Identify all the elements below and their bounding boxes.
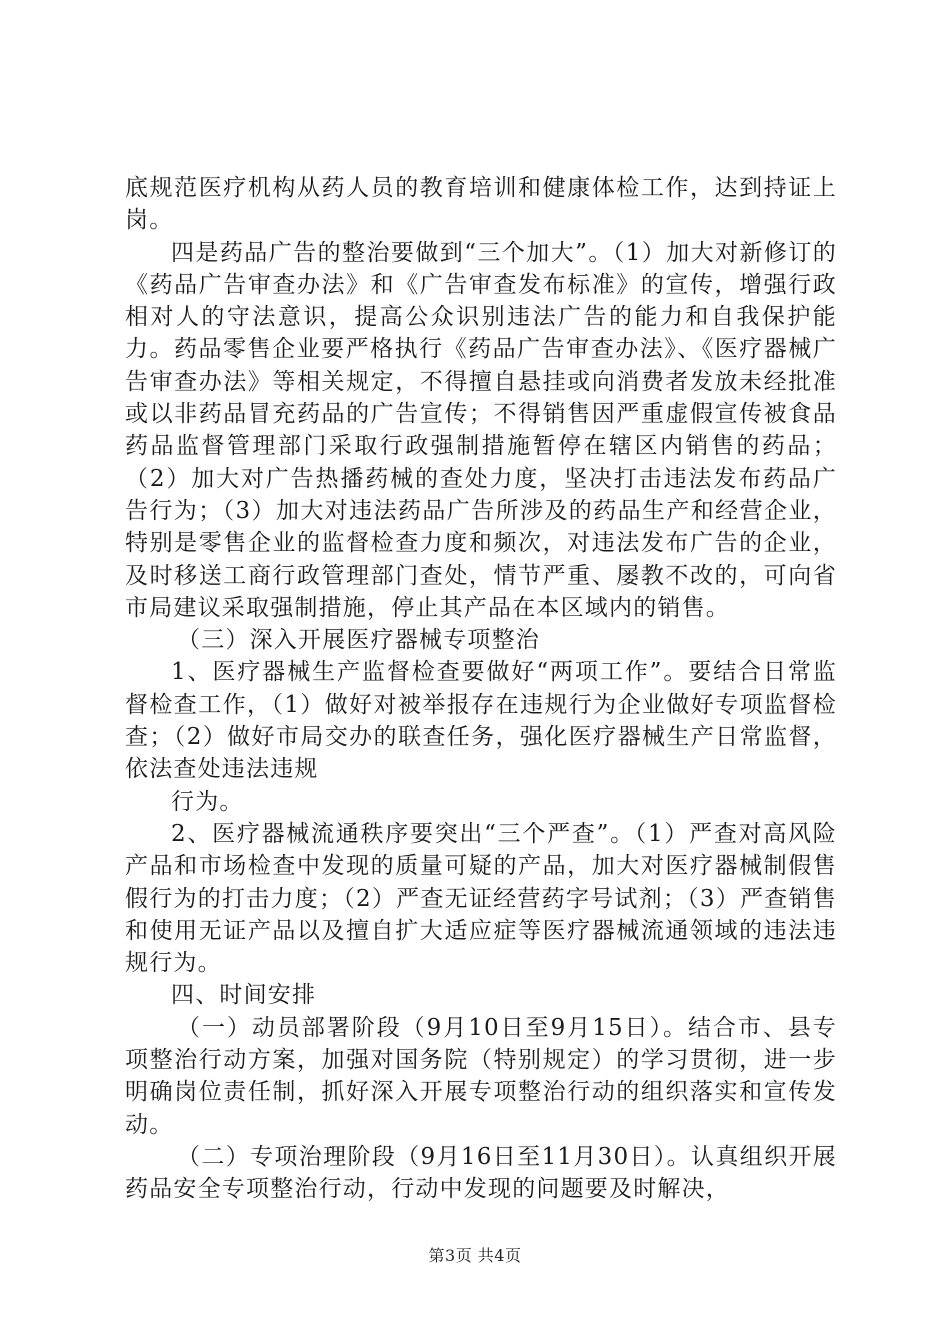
paragraph-advertising-rectification: 四是药品广告的整治要做到“三个加大”。（1）加大对新修订的《药品广告审查办法》和《广告审查发布标准》的宣传，增强行政相对人的守法意识，提高公众识别违法广告的能力和自我保护能力。药品零售企业要严格执行《药品广告审查办法》、《医疗器械广告审查办法》等相关规定，不得擅自悬挂或向消费者发放未经批准或以非药品冒充药品的广告宣传；不得销售因严重虚假宣传被食品药品监督管理部门采取行政强制措施暂停在辖区内销售的药品；（2）加大对广告热播药械的查处力度，坚决打击违法发布药品广告行为；（3）加大对违法药品广告所涉及的药品生产和经营企业，特别是零售企业的监督检查力度和频次，对违法发布广告的企业，及时移送工商行政管理部门查处，情节严重、屡教不改的，可向省市局建议采取强制措施，停止其产品在本区域内的销售。: [125, 239, 837, 621]
paragraph-training-continuation: 底规范医疗机构从药人员的教育培训和健康体检工作，达到持证上岗。: [125, 175, 837, 234]
document-body: [125, 172, 837, 1206]
paragraph-device-circulation: 2、医疗器械流通秩序要突出“三个严查”。（1）严查对高风险产品和市场检查中发现的质量可疑的产品，加大对医疗器械制假售假行为的打击力度；（2）严查无证经营药字号试剂；（3）严查销售和使用无证产品以及擅自扩大适应症等医疗器械流通领域的违法违规行为。: [125, 820, 837, 977]
paragraph-mobilization-stage: （一）动员部署阶段（9月10日至9月15日）。结合市、县专项整治行动方案，加强对国务院（特别规定）的学习贯彻，进一步明确岗位责任制，抓好深入开展专项整治行动的组织落实和宣传发动。: [125, 1014, 837, 1138]
paragraph-device-production-supervision: 1、医疗器械生产监督检查要做好“两项工作”。要结合日常监督检查工作，（1）做好对被举报存在违规行为企业做好专项监督检查；（2）做好市局交办的联查任务，强化医疗器械生产日常监督，依法查处违法违规: [125, 659, 837, 783]
section-heading-medical-devices: （三）深入开展医疗器械专项整治: [177, 627, 540, 654]
paragraph-governance-stage: （二）专项治理阶段（9月16日至11月30日）。认真组织开展药品安全专项整治行动，行动中发现的问题要及时解决，: [125, 1143, 837, 1203]
paragraph-device-production-tail: 行为。: [171, 788, 244, 815]
section-heading-schedule: 四、时间安排: [171, 982, 317, 1009]
page-footer: 第3页 共4页: [428, 1246, 522, 1265]
